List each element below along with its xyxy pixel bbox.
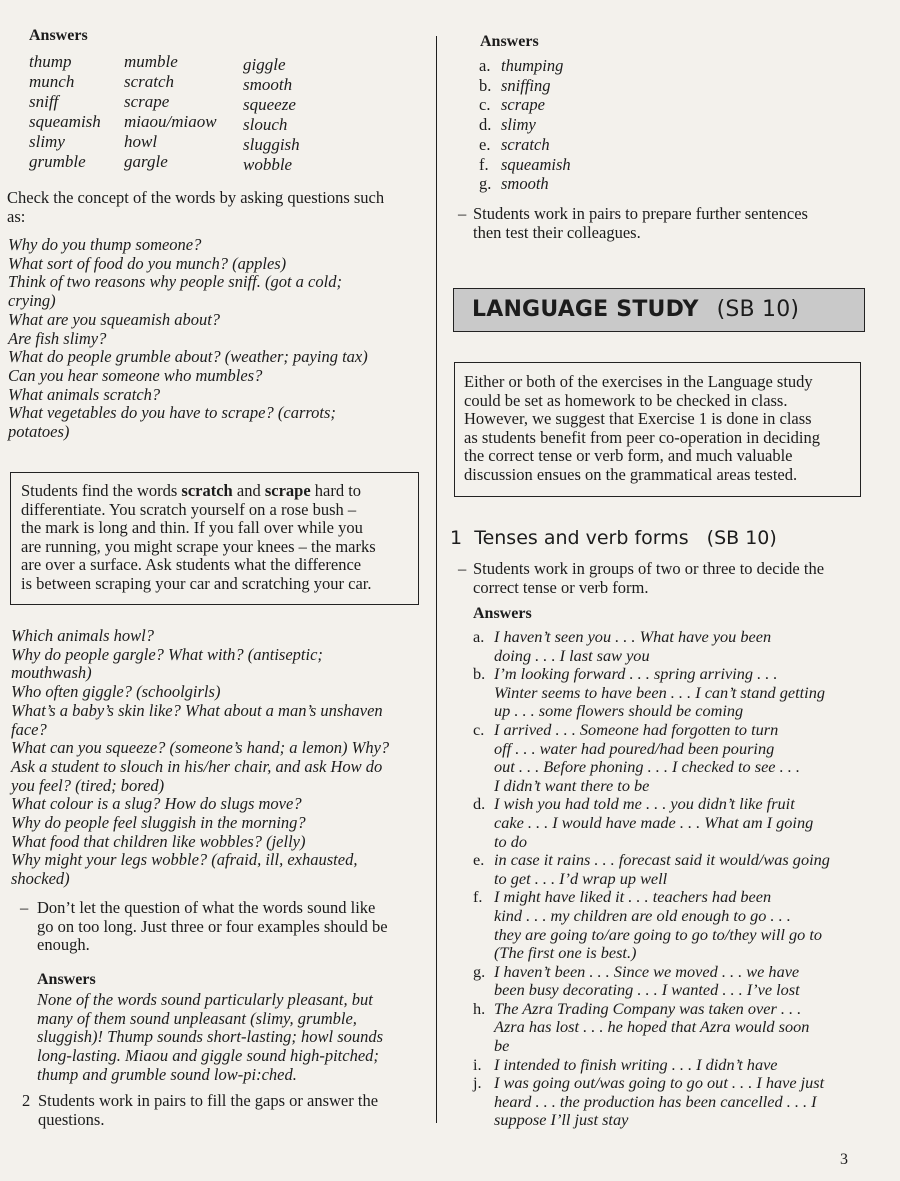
question-line: Ask a student to slouch in his/her chair, and ask How do: [11, 756, 383, 776]
item-line: questions.: [38, 1109, 105, 1129]
question-line: What do people grumble about? (weather; paying tax): [8, 347, 368, 367]
question-line: What animals scratch?: [8, 384, 161, 404]
answer-item: d. I wish you had told me . . . you didn’t like fruit cake . . . I would have made . . . What am I going to do: [473, 794, 814, 851]
list-item: c. scrape: [479, 95, 545, 115]
dash-note-groups: [458, 560, 824, 597]
word: gargle: [124, 152, 168, 171]
answer-item: h. The Azra Trading Company was taken over . . . Azra has lost . . . he hoped that Azra would soon be: [473, 998, 810, 1056]
word: thump: [29, 52, 72, 71]
note-line: then test their colleagues.: [473, 222, 641, 242]
answers-heading-tenses: Answers: [473, 605, 532, 622]
box-line: could be set as homework to be checked in class.: [464, 390, 788, 410]
note-line: Students work in pairs to prepare further sentences: [473, 204, 808, 223]
banner-ref: (SB 10): [716, 297, 800, 322]
word: squeeze: [243, 95, 296, 114]
word: giggle: [243, 55, 286, 74]
scratch-scrape-note-box: [10, 472, 419, 605]
question-line: Why do people feel sluggish in the morning?: [11, 813, 306, 833]
section-ref: (SB 10): [706, 527, 777, 549]
note-line: correct tense or verb form.: [473, 577, 649, 597]
word: smooth: [243, 75, 293, 94]
note-line: go on too long. Just three or four examples should be: [37, 916, 388, 936]
section-heading: [450, 526, 777, 550]
question-line: you feel? (tired; bored): [11, 775, 165, 795]
answers-heading-right: Answers: [480, 33, 539, 50]
question-line: Who often giggle? (schoolgirls): [11, 682, 221, 702]
question-line: Can you hear someone who mumbles?: [8, 365, 263, 385]
box-line: are running, you might scrape your knees – the marks: [21, 536, 376, 556]
answer-line: many of them sound unpleasant (slimy, grumble,: [37, 1008, 357, 1028]
note-line: Students work in groups of two or three to decide the: [473, 559, 825, 578]
dash-bullet: –: [458, 204, 467, 223]
answer-item: f. I might have liked it . . . teachers had been kind . . . my children are old enough to go . . . they are going to/are going to go to/they will go to (The first one is best.): [473, 887, 823, 963]
answers-heading-2: Answers: [37, 971, 96, 988]
answer-item: i. I intended to finish writing . . . I didn’t have: [473, 1054, 778, 1074]
word: mumble: [124, 52, 178, 71]
question-line: What can you squeeze? (someone’s hand; a lemon) Why?: [11, 738, 390, 758]
question-line: What food that children like wobbles? (jelly): [11, 831, 306, 851]
section-number: 1: [450, 527, 463, 549]
question-line: What sort of food do you munch? (apples): [8, 253, 287, 273]
text-line: as:: [7, 207, 26, 226]
banner-title: LANGUAGE STUDY: [472, 297, 699, 322]
homework-note-box: [454, 362, 861, 497]
note-line: enough.: [37, 935, 90, 955]
question-line: shocked): [11, 869, 70, 889]
dash-bullet: –: [458, 559, 467, 578]
answer-item: j. I was going out/was going to go out . . . I have just heard . . . the production has been cancelled . . . I suppose I’ll just stay: [473, 1073, 825, 1130]
answer-item: a. I haven’t seen you . . . What have you been doing . . . I last saw you: [473, 627, 772, 665]
word: wobble: [243, 155, 293, 174]
concept-questions-2: [11, 627, 389, 889]
column-divider: [436, 36, 437, 1123]
answer-line: None of the words sound particularly pleasant, but: [37, 990, 373, 1009]
page-number: 3: [840, 1151, 848, 1168]
dash-note-sound: [20, 899, 388, 955]
question-line: Which animals howl?: [11, 626, 154, 645]
box-line: are over a surface. Ask students what the difference: [21, 555, 362, 575]
list-item: g. smooth: [479, 174, 549, 194]
list-item: a. thumping: [479, 56, 564, 75]
tenses-answer-list: [473, 628, 865, 1130]
question-line: Why do people gargle? What with? (antiseptic;: [11, 644, 323, 664]
check-concept-paragraph: [7, 188, 384, 226]
answer-item: c. I arrived . . . Someone had forgotten to turn off . . . water had poured/had been pouring out . . . Before phoning . . . I checked to see . . . I didn’t want there to be: [473, 719, 800, 795]
answers-heading: Answers: [29, 27, 88, 44]
word-column-2: [124, 52, 217, 172]
word: grumble: [29, 152, 86, 171]
sound-answers: [37, 991, 383, 1085]
answer-line: long-lasting. Miaou and giggle sound high-pitched;: [37, 1046, 379, 1066]
box-line: is between scraping your car and scratching your car.: [21, 573, 372, 593]
question-line: Think of two reasons why people sniff. (got a cold;: [8, 272, 342, 292]
word-column-3: [243, 55, 300, 175]
word: munch: [29, 72, 75, 91]
question-line: Why might your legs wobble? (afraid, ill, exhausted,: [11, 850, 358, 870]
word: miaou/miaow: [124, 112, 217, 131]
question-line: face?: [11, 719, 47, 739]
word: slouch: [243, 115, 288, 134]
answer-line: thump and grumble sound low-pi:ched.: [37, 1064, 297, 1084]
question-line: What are you squeamish about?: [8, 309, 221, 329]
answer-item: g. I haven’t been . . . Since we moved . . . we have been busy decorating . . . I wanted . . . I’ve lost: [473, 961, 800, 1000]
question-line: potatoes): [8, 422, 70, 442]
answer-item: e. in case it rains . . . forecast said it would/was going to get . . . I’d wrap up well: [473, 850, 830, 888]
question-line: Why do you thump someone?: [8, 235, 202, 254]
list-item: e. scratch: [479, 134, 550, 154]
list-item: f. squeamish: [479, 154, 571, 174]
word: sniff: [29, 92, 59, 111]
item-line: Students work in pairs to fill the gaps or answer the: [38, 1091, 379, 1110]
box-line: differentiate. You scratch yourself on a rose bush –: [21, 499, 357, 519]
word: scratch: [124, 72, 175, 91]
box-line: discussion ensues on the grammatical areas tested.: [464, 464, 798, 484]
question-line: What vegetables do you have to scrape? (carrots;: [8, 403, 336, 423]
box-line: as students benefit from peer co-operation in deciding: [464, 427, 821, 447]
concept-questions-1: [8, 236, 368, 442]
word: scrape: [124, 92, 170, 111]
box-line: Either or both of the exercises in the Language study: [464, 372, 813, 391]
box-line: Students find the words scratch and scrape hard to: [21, 481, 362, 500]
question-line: What’s a baby’s skin like? What about a man’s unshaven: [11, 700, 383, 720]
box-line: However, we suggest that Exercise 1 is done in class: [464, 409, 812, 429]
item-number: 2: [22, 1091, 31, 1110]
note-line: Don’t let the question of what the words sound like: [37, 898, 376, 917]
dash-bullet: –: [20, 898, 29, 917]
list-item: d. slimy: [479, 115, 536, 135]
question-line: What colour is a slug? How do slugs move?: [11, 794, 302, 814]
answer-list-a-g: [479, 56, 571, 194]
text-line: Check the concept of the words by asking questions such: [7, 188, 385, 207]
question-line: crying): [8, 291, 56, 311]
language-study-banner: [453, 288, 865, 332]
question-line: Are fish slimy?: [8, 328, 107, 348]
box-line: the correct tense or verb form, and much valuable: [464, 446, 793, 466]
word: sluggish: [243, 135, 300, 154]
word-column-1: [29, 52, 101, 172]
item-2: [22, 1092, 378, 1129]
answer-line: sluggish)! Thump sounds short-lasting; howl sounds: [37, 1027, 384, 1047]
word: slimy: [29, 132, 65, 151]
answer-item: b. I’m looking forward . . . spring arriving . . . Winter seems to have been . . . I can’t stand getting up . . . some flowers should be coming: [473, 664, 825, 721]
word: howl: [124, 132, 158, 151]
box-line: the mark is long and thin. If you fall over while you: [21, 518, 363, 538]
section-title: Tenses and verb forms: [474, 527, 689, 549]
list-item: b. sniffing: [479, 75, 551, 95]
dash-note-pairs: [458, 205, 808, 242]
word: squeamish: [29, 112, 101, 131]
question-line: mouthwash): [11, 663, 92, 683]
